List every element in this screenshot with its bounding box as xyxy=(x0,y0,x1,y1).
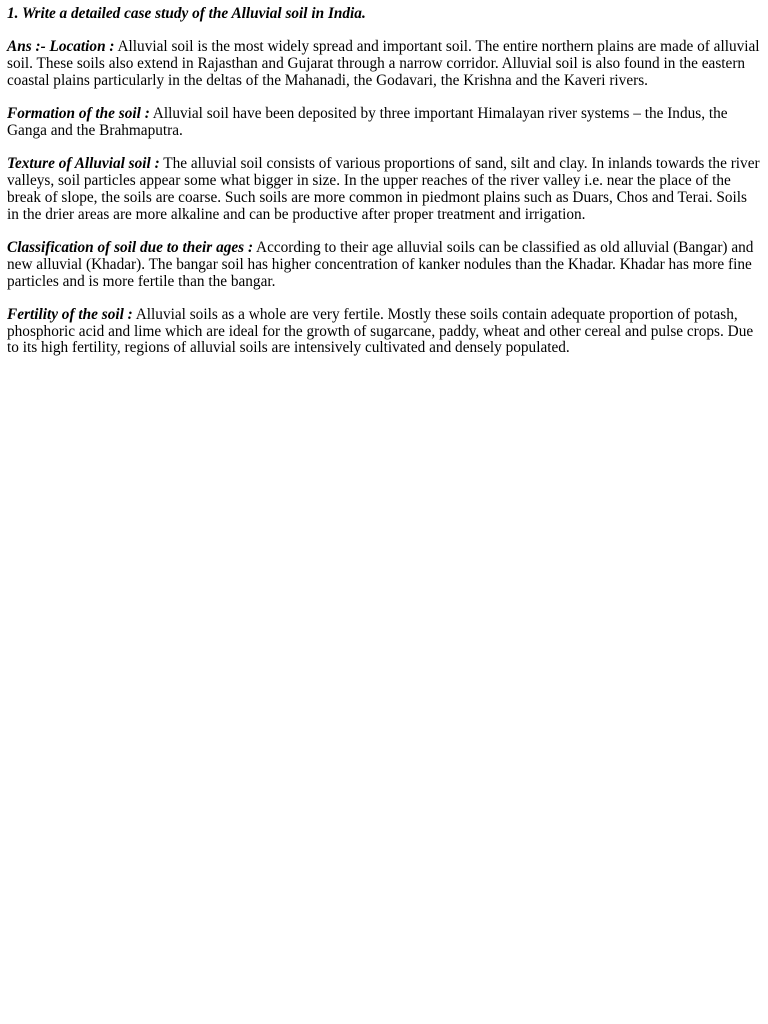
document-page xyxy=(0,0,768,357)
section-body-formation: Alluvial soil have been deposited by three important Himalayan river systems – the Indus, the Ganga and the Brahmaputra. xyxy=(7,105,728,139)
paragraph-fertility xyxy=(7,307,761,357)
section-heading-fertility: Fertility of the soil : xyxy=(7,305,133,323)
section-body-location: Alluvial soil is the most widely spread and important soil. The entire northern plains are made of alluvial soil. These soils also extend in Rajasthan and Gujarat through a narrow corridor. Alluvial soil is also found in the eastern coastal plains particularly in the deltas of the Mahanadi, the Godavari, the Krishna and the Kaveri rivers. xyxy=(7,38,760,89)
section-body-fertility: Alluvial soils as a whole are very fertile. Mostly these soils contain adequate proportion of potash, phosphoric acid and lime which are ideal for the growth of sugarcane, paddy, wheat and other cereal and pulse crops. Due to its high fertility, regions of alluvial soils are intensively cultivated and densely populated. xyxy=(7,305,754,357)
paragraph-formation xyxy=(7,106,761,140)
paragraph-classification xyxy=(7,240,761,290)
section-body-texture: The alluvial soil consists of various proportions of sand, silt and clay. In inlands towards the river valleys, soil particles appear some what bigger in size. In the upper reaches of the river valley i.e. near the place of the break of slope, the soils are coarse. Such soils are more common in piedmont plains such as Duars, Chos and Terai. Soils in the drier areas are more alkaline and can be productive after proper treatment and irrigation. xyxy=(7,155,760,223)
section-heading-texture: Texture of Alluvial soil : xyxy=(7,155,160,173)
question-heading: 1. Write a detailed case study of the Alluvial soil in India. xyxy=(7,5,366,22)
paragraph-texture xyxy=(7,156,761,223)
section-heading-formation: Formation of the soil : xyxy=(7,105,150,123)
section-heading-location: Ans :- Location : xyxy=(7,38,115,56)
section-heading-classification: Classification of soil due to their ages : xyxy=(7,238,254,256)
section-body-classification: According to their age alluvial soils can be classified as old alluvial (Bangar) and new alluvial (Khadar). The bangar soil has higher concentration of kanker nodules than the Khadar. Khadar has more fine particles and is more fertile than the bangar. xyxy=(7,238,754,290)
paragraph-location xyxy=(7,39,761,89)
